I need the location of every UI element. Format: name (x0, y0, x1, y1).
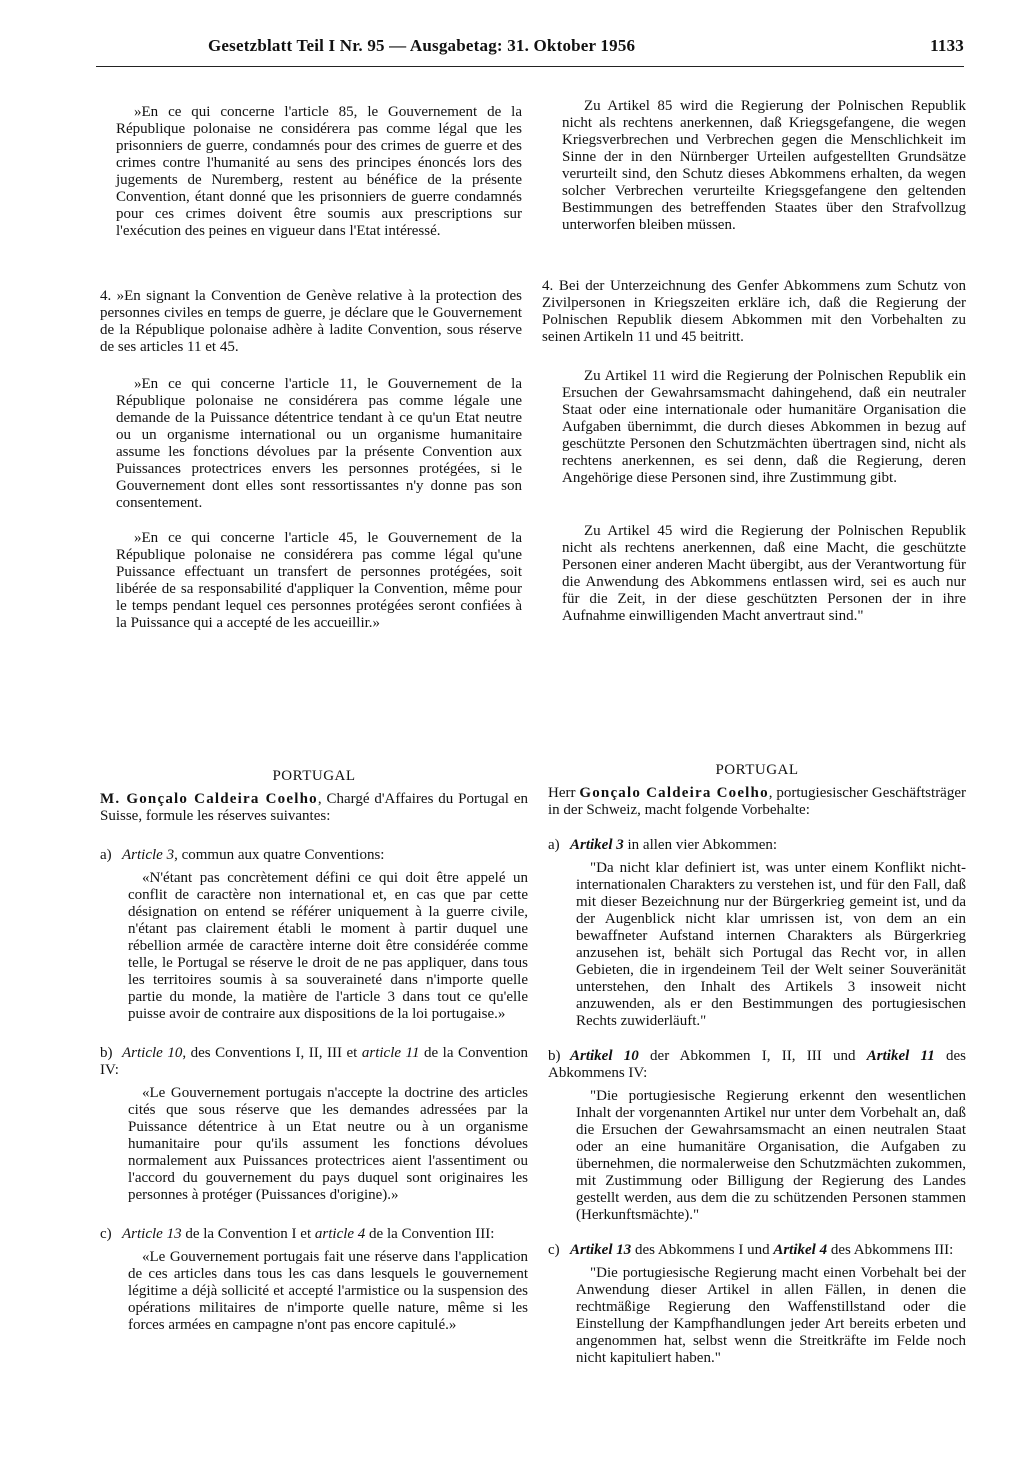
de-paragraph-art85: Zu Artikel 85 wird die Regierung der Polnischen Republik nicht als rechtens anerkennen, daß Kriegsgefangene, die wegen Kriegsverbrechen und Verbrechen gegen die Menschlichkeit im Sinne der in den Nürnberger Urteilen aufgestellten Grundsätze verurteilt sind, den Schutz dieses Abkommens erhalten, da wegen solcher Verbrechen verurteilte Kriegsgefangene den geltenden Bestimmungen des betreffenden Staates über den Strafvollzug unterworfen bleiben müssen. (562, 98, 966, 233)
header-title: Gesetzblatt Teil I Nr. 95 — Ausgabetag: 31. Oktober 1956 (208, 36, 636, 55)
de-envoy-name: Gonçalo Caldeira Coelho (579, 785, 769, 801)
de-item-a-text: "Da nicht klar definiert ist, was unter einem Konflikt nicht-internationalen Charakters zu verstehen ist, und für den Fall, daß mit dieser Bezeichnung nur der Bürgerkrieg gemeint ist, und da der Augenblick nicht klar umrissen ist, von dem an ein bewaffneter Aufstand internen Charakters als Bürgerkrieg anzusehen ist, behält sich Portugal das Recht vor, in allen Gebieten, die in irgendeinem Teil der Welt seiner Souveränität unterstehen, den Inhalt des Artikels 3 insoweit nicht anzuwenden, als er den Bestimmungen des portugiesischen Rechts zuwiderläuft." (576, 860, 966, 1029)
de-paragraph-art45: Zu Artikel 45 wird die Regierung der Polnischen Republik nicht als rechtens anerkennen, daß eine Macht, die geschützte Personen einer anderen Macht übergibt, aus der Verantwortung für die Anwendung des Abkommens entlassen wird, sei es auch nur für die Zeit, in der diese geschützten Personen der in ihre Aufnahme einwilligenden Macht anvertraut sind." (562, 523, 966, 624)
de-item-b-heading: b) Artikel 10 der Abkommen I, II, III und Artikel 11 des Abkommens IV: (548, 1048, 966, 1081)
fr-item-a-heading: a) Article 3, commun aux quatre Conventions: (100, 847, 385, 863)
de-item-c-heading: c) Artikel 13 des Abkommens I und Artikel 4 des Abkommens III: (548, 1242, 954, 1258)
fr-paragraph-art11: »En ce qui concerne l'article 11, le Gouvernement de la République polonaise ne considérera pas comme légale une demande de la Puissance détentrice tendant à ce qu'un Etat neutre ou un organisme international ou un organisme humanitaire assume les fonctions dévolues par la présente Convention aux Puissances protectrices envers les personnes protégées, si le Gouvernement dont elles sont ressortissantes n'y donne pas son consentement. (116, 376, 522, 511)
fr-item-b-heading: b) Article 10, des Conventions I, II, III et article 11 de la Convention IV: (100, 1045, 528, 1078)
de-item-a-heading: a) Artikel 3 in allen vier Abkommen: (548, 837, 778, 853)
de-item-b-text: "Die portugiesische Regierung erkennt den wesentlichen Inhalt der vorgenannten Artikel nur unter dem Vorbehalt an, daß die Ersuchen der Gewahrsamsmacht an einen neutralen Staat oder an eine humanitäre Organisation, die Aufgaben zu übernehmen, die normalerweise den Schutzmächten zukommen, mit Zustimmung oder Billigung der Regierung des Landes gestellt werden, aus dem die zu schützenden Personen stammen (Herkunftsmächte)." (576, 1088, 966, 1223)
de-paragraph-4: 4. Bei der Unterzeichnung des Genfer Abkommens zum Schutz von Zivilpersonen in Kriegszeiten erkläre ich, daß die Regierung der Polnischen Republik diesem Abkommen mit den Vorbehalten zu seinen Artikeln 11 und 45 beitritt. (542, 278, 966, 345)
fr-item-c-heading: c) Article 13 de la Convention I et article 4 de la Convention III: (100, 1226, 495, 1242)
fr-item-c-text: «Le Gouvernement portugais fait une réserve dans l'application de ces articles dans tous les cas dans lesquels le gouvernement légitime a déjà sollicité et accepté l'armistice ou la suspension des opérations militaires de n'importe quelle nature, même si les forces armées en campagne n'ont pas encore capitulé.» (128, 1249, 528, 1333)
fr-item-a-text: «N'étant pas concrètement défini ce qui doit être appelé un conflit de caractère non international et, en cas que par cette désignation on entend se référer uniquement à la guerre civile, n'étant pas clairement établi le moment à partir duquel une rébellion armée de caractère interne doit être considérée comme telle, le Portugal se réserve le droit de ne pas appliquer, dans tous les territoires soumis à sa souveraineté dans n'importe quelle partie du monde, la matière de l'article 3 dans tout ce qu'elle puisse avoir de contraire aux dispositions de la loi portugaise.» (128, 870, 528, 1022)
de-paragraph-art11: Zu Artikel 11 wird die Regierung der Polnischen Republik ein Ersuchen der Gewahrsamsmacht dahingehend, daß ein neutraler Staat oder eine internationale oder humanitäre Organisation die Aufgaben übernimmt, die durch dieses Abkommen in bezug auf geschützte Personen den Schutzmächten übertragen sind, nicht als rechtens anerkennen, es sei denn, daß die Regierung, deren Angehörige diese Personen sind, ihre Zustimmung gibt. (562, 368, 966, 486)
right-bottom-column (548, 762, 966, 1367)
de-portugal-heading: PORTUGAL (715, 762, 799, 778)
fr-portugal-heading: PORTUGAL (272, 768, 356, 784)
header-rule (96, 66, 964, 67)
de-item-c-text: "Die portugiesische Regierung macht einen Vorbehalt bei der Anwendung dieser Artikel in allen Fällen, in denen die rechtmäßige Regierung den Waffenstillstand oder die Einstellung der Kampfhandlungen jeder Art bereits erbeten und angenommen hat, selbst wenn die Streitkräfte im Felde noch nicht kapituliert haben." (576, 1265, 966, 1366)
fr-paragraph-art45: »En ce qui concerne l'article 45, le Gouvernement de la République polonaise ne considérera pas comme légal qu'une Puissance effectuant un transfert de personnes protégées, soit libérée de sa responsabilité d'appliquer la Convention, même pour le temps pendant lequel ces personnes protégées seront confiées à la Puissance qui a accepté de les accueillir.» (116, 530, 522, 631)
page-number: 1133 (930, 36, 964, 55)
fr-envoy-name: M. Gonçalo Caldeira Coelho (100, 791, 318, 807)
fr-intro: M. Gonçalo Caldeira Coelho, Chargé d'Affaires du Portugal en Suisse, formule les réserves suivantes: (100, 791, 528, 824)
fr-item-b-text: «Le Gouvernement portugais n'accepte la doctrine des articles cités que sous réserve que les demandes adressées par la Puissance détentrice à un Etat neutre ou à un organisme humanitaire pour qu'ils assument les fonctions dévolues normalement aux Puissances protectrices aient l'assentiment ou l'accord du gouvernement du pays duquel sont originaires les personnes à protéger (Puissances d'origine).» (128, 1085, 528, 1203)
de-intro: Herr Gonçalo Caldeira Coelho, portugiesischer Geschäftsträger in der Schweiz, macht folgende Vorbehalte: (548, 785, 966, 818)
fr-paragraph-art85: »En ce qui concerne l'article 85, le Gouvernement de la République polonaise ne considérera pas comme légal que les prisonniers de guerre, condamnés pour des crimes de guerre et des crimes contre l'humanité au sens des principes énoncés lors des jugements de Nuremberg, restent au bénéfice de la présente Convention, étant donné que les prisonniers de guerre condamnés pour ces crimes doivent être soumis aux prescriptions sur l'exécution des peines en vigueur dans l'Etat intéressé. (116, 104, 522, 239)
fr-paragraph-4: 4. »En signant la Convention de Genève relative à la protection des personnes civiles en temps de guerre, je déclare que le Gouvernement de la République polonaise adhère à ladite Convention, sous réserve de ses articles 11 et 45. (100, 288, 522, 355)
left-bottom-column (100, 768, 528, 1334)
